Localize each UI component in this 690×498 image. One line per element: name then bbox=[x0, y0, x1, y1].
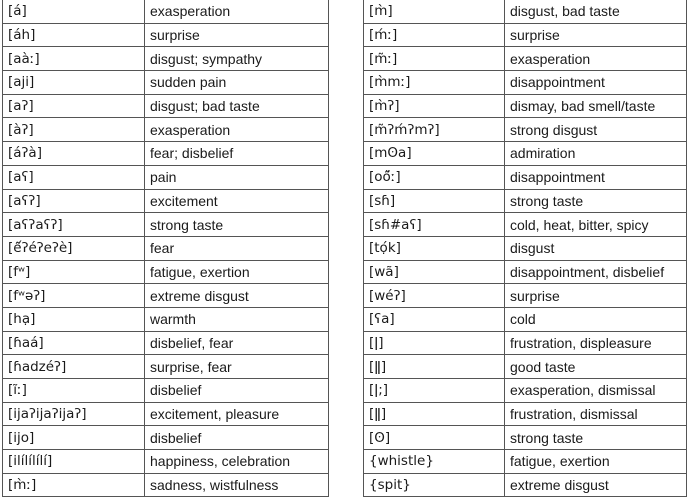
phonetic-symbol-cell: [aʕʔaʕʔ] bbox=[3, 213, 145, 237]
phonetic-symbol-cell: [m̀ʔ] bbox=[364, 94, 505, 118]
meaning-cell: warmth bbox=[145, 307, 329, 331]
meaning-cell: extreme disgust bbox=[145, 284, 329, 308]
table-row bbox=[3, 23, 329, 47]
table-row bbox=[3, 473, 329, 497]
phonetic-symbol-cell: {whistle} bbox=[364, 450, 505, 474]
table-row bbox=[3, 0, 329, 23]
phonetic-symbol-cell: [ḿː] bbox=[364, 23, 505, 47]
right-table-body bbox=[364, 0, 687, 497]
table-row bbox=[3, 331, 329, 355]
phonetic-symbol-cell: [àʔ] bbox=[3, 118, 145, 142]
table-row bbox=[364, 213, 687, 237]
meaning-cell: strong taste bbox=[505, 189, 687, 213]
phonetic-symbol-cell: [sɦ#aʕ] bbox=[364, 213, 505, 237]
meaning-cell: fear bbox=[145, 236, 329, 260]
meaning-cell: disappointment bbox=[505, 71, 687, 95]
phonetic-symbol-cell: [ǀ;] bbox=[364, 379, 505, 403]
phonetic-symbol-cell: [m̃ː] bbox=[364, 47, 505, 71]
table-row bbox=[3, 47, 329, 71]
table-row bbox=[3, 94, 329, 118]
phonetic-symbol-cell: [m̀mː] bbox=[364, 71, 505, 95]
phonetic-symbol-cell: [áh] bbox=[3, 23, 145, 47]
table-row bbox=[364, 23, 687, 47]
meaning-cell: disgust, bad taste bbox=[505, 0, 687, 23]
table-row bbox=[3, 165, 329, 189]
table-row bbox=[3, 307, 329, 331]
table-row bbox=[364, 450, 687, 474]
meaning-cell: strong taste bbox=[505, 426, 687, 450]
phonetic-symbol-cell: [aàː] bbox=[3, 47, 145, 71]
phonetic-symbol-cell: [ijaʔijaʔijaʔ] bbox=[3, 402, 145, 426]
meaning-cell: surprise bbox=[505, 284, 687, 308]
table-row bbox=[3, 142, 329, 166]
meaning-cell: dismay, bad smell/taste bbox=[505, 94, 687, 118]
phonetic-symbol-cell: [ijo] bbox=[3, 426, 145, 450]
meaning-cell: fear; disbelief bbox=[145, 142, 329, 166]
table-row bbox=[364, 0, 687, 23]
phonetic-symbol-cell: {spit} bbox=[364, 473, 505, 497]
table-row bbox=[364, 142, 687, 166]
meaning-cell: pain bbox=[145, 165, 329, 189]
table-row bbox=[364, 426, 687, 450]
meaning-cell: disappointment, disbelief bbox=[505, 260, 687, 284]
table-row bbox=[364, 94, 687, 118]
table-row bbox=[3, 284, 329, 308]
table-row bbox=[3, 236, 329, 260]
table-row bbox=[364, 118, 687, 142]
phonetic-symbol-cell: [aʕʔ] bbox=[3, 189, 145, 213]
phonetic-symbol-cell: [áʔà] bbox=[3, 142, 145, 166]
table-row bbox=[364, 379, 687, 403]
meaning-cell: extreme disgust bbox=[505, 473, 687, 497]
phonetic-symbol-cell: [ɦaá] bbox=[3, 331, 145, 355]
table-row bbox=[3, 450, 329, 474]
phonetic-symbol-cell: [ʘ] bbox=[364, 426, 505, 450]
meaning-cell: surprise, fear bbox=[145, 355, 329, 379]
table-row bbox=[3, 71, 329, 95]
table-row bbox=[364, 355, 687, 379]
phonetic-symbol-cell: [ʕa] bbox=[364, 307, 505, 331]
table-row bbox=[364, 47, 687, 71]
meaning-cell: cold, heat, bitter, spicy bbox=[505, 213, 687, 237]
phonetic-symbol-cell: [fʷəʔ] bbox=[3, 284, 145, 308]
table-row bbox=[364, 307, 687, 331]
meaning-cell: disgust; sympathy bbox=[145, 47, 329, 71]
meaning-cell: happiness, celebration bbox=[145, 450, 329, 474]
meaning-cell: surprise bbox=[145, 23, 329, 47]
meaning-cell: exasperation, dismissal bbox=[505, 379, 687, 403]
table-row bbox=[364, 402, 687, 426]
meaning-cell: disbelief, fear bbox=[145, 331, 329, 355]
phonetic-symbol-cell: [fʷ] bbox=[3, 260, 145, 284]
phonetic-symbol-cell: [aʕ] bbox=[3, 165, 145, 189]
meaning-cell: disgust; bad taste bbox=[145, 94, 329, 118]
phonetic-symbol-cell: [aʔ] bbox=[3, 94, 145, 118]
table-row bbox=[364, 331, 687, 355]
table-row bbox=[364, 71, 687, 95]
meaning-cell: fatigue, exertion bbox=[505, 450, 687, 474]
table-row bbox=[364, 236, 687, 260]
phonetic-symbol-cell: [ilílílílí] bbox=[3, 450, 145, 474]
phonetic-symbol-cell: [m̃ʔḿʔmʔ] bbox=[364, 118, 505, 142]
phonetic-symbol-cell: [ǁ] bbox=[364, 355, 505, 379]
table-row bbox=[3, 355, 329, 379]
meaning-cell: disbelief bbox=[145, 426, 329, 450]
meaning-cell: surprise bbox=[505, 23, 687, 47]
meaning-cell: disbelief bbox=[145, 379, 329, 403]
meaning-cell: disgust bbox=[505, 236, 687, 260]
left-interjection-table bbox=[2, 0, 329, 497]
right-interjection-table bbox=[363, 0, 687, 497]
meaning-cell: exasperation bbox=[505, 47, 687, 71]
table-row bbox=[364, 165, 687, 189]
table-row bbox=[364, 260, 687, 284]
table-row bbox=[3, 118, 329, 142]
phonetic-symbol-cell: [ĩː] bbox=[3, 379, 145, 403]
meaning-cell: frustration, dismissal bbox=[505, 402, 687, 426]
meaning-cell: good taste bbox=[505, 355, 687, 379]
meaning-cell: admiration bbox=[505, 142, 687, 166]
phonetic-symbol-cell: [aji] bbox=[3, 71, 145, 95]
phonetic-symbol-cell: [hạ] bbox=[3, 307, 145, 331]
phonetic-symbol-cell: [ế̃ʔéʔeʔè] bbox=[3, 236, 145, 260]
meaning-cell: excitement, pleasure bbox=[145, 402, 329, 426]
phonetic-symbol-cell: [oő̃ː] bbox=[364, 165, 505, 189]
meaning-cell: sudden pain bbox=[145, 71, 329, 95]
table-row bbox=[3, 213, 329, 237]
table-row bbox=[3, 402, 329, 426]
table-row bbox=[3, 426, 329, 450]
table-row bbox=[3, 260, 329, 284]
phonetic-symbol-cell: [m̀ː] bbox=[3, 473, 145, 497]
meaning-cell: strong disgust bbox=[505, 118, 687, 142]
phonetic-symbol-cell: [wéʔ] bbox=[364, 284, 505, 308]
meaning-cell: frustration, displeasure bbox=[505, 331, 687, 355]
phonetic-symbol-cell: [mʘa] bbox=[364, 142, 505, 166]
phonetic-symbol-cell: [wã] bbox=[364, 260, 505, 284]
phonetic-symbol-cell: [ǀ] bbox=[364, 331, 505, 355]
left-table-body bbox=[3, 0, 329, 497]
phonetic-symbol-cell: [ǁ] bbox=[364, 402, 505, 426]
table-row bbox=[3, 189, 329, 213]
table-row bbox=[364, 189, 687, 213]
meaning-cell: strong taste bbox=[145, 213, 329, 237]
table-row bbox=[364, 473, 687, 497]
meaning-cell: excitement bbox=[145, 189, 329, 213]
phonetic-symbol-cell: [sɦ] bbox=[364, 189, 505, 213]
meaning-cell: fatigue, exertion bbox=[145, 260, 329, 284]
table-row bbox=[3, 379, 329, 403]
meaning-cell: sadness, wistfulness bbox=[145, 473, 329, 497]
meaning-cell: exasperation bbox=[145, 0, 329, 23]
meaning-cell: cold bbox=[505, 307, 687, 331]
phonetic-symbol-cell: [tọ́k] bbox=[364, 236, 505, 260]
phonetic-symbol-cell: [m̀] bbox=[364, 0, 505, 23]
phonetic-symbol-cell: [ɦadzéʔ] bbox=[3, 355, 145, 379]
table-row bbox=[364, 284, 687, 308]
meaning-cell: disappointment bbox=[505, 165, 687, 189]
phonetic-symbol-cell: [á] bbox=[3, 0, 145, 23]
meaning-cell: exasperation bbox=[145, 118, 329, 142]
